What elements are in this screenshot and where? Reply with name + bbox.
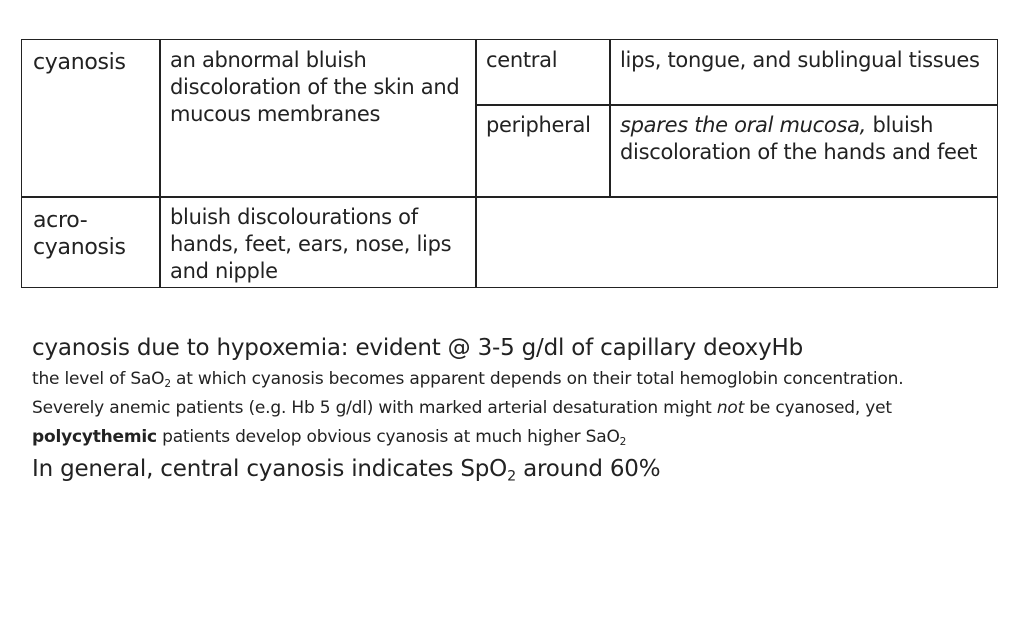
notes-line-2-italic: not: [716, 398, 745, 418]
notes-summary-post: around 60%: [515, 456, 661, 482]
description-peripheral-rest: bluish discoloration of the hands and feet: [620, 113, 978, 164]
notes-line-3-sub: 2: [619, 436, 627, 449]
term-cyanosis: cyanosis: [33, 50, 126, 75]
type-central: central: [486, 48, 558, 72]
notes-line-2: [32, 398, 892, 418]
notes-line-2-pre: Severely anemic patients (e.g. Hb 5 g/dl) with marked arterial desaturation might: [32, 398, 717, 418]
cyanosis-table: [21, 39, 998, 288]
table-divider: [609, 40, 611, 196]
term-acrocyanosis: [33, 207, 126, 261]
description-peripheral: [620, 112, 992, 166]
notes-line-3: [32, 427, 626, 447]
notes-line-1-pre: the level of SaO: [32, 369, 165, 389]
notes-line-1-sub: 2: [164, 378, 171, 391]
notes-line-3-pre: patients develop obvious cyanosis at much higher SaO: [156, 427, 620, 447]
notes-line-1: [32, 369, 903, 389]
table-divider: [22, 196, 997, 198]
notes-summary-sub: 2: [507, 468, 516, 485]
notes-heading: cyanosis due to hypoxemia: evident @ 3-5 g/dl of capillary deoxyHb: [32, 335, 804, 361]
notes-line-3-bold: polycythemic: [32, 427, 157, 447]
description-peripheral-italic: spares the oral mucosa,: [620, 113, 867, 137]
description-central: lips, tongue, and sublingual tissues: [620, 48, 980, 72]
notes-line-2-post: be cyanosed, yet: [744, 398, 892, 418]
table-divider: [475, 40, 477, 287]
table-divider: [475, 104, 997, 106]
definition-acrocyanosis: bluish discolourations of hands, feet, ears, nose, lips and nipple: [170, 205, 452, 283]
notes-summary-pre: In general, central cyanosis indicates SpO: [32, 456, 508, 482]
definition-cyanosis: an abnormal bluish discoloration of the skin and mucous membranes: [170, 48, 460, 126]
notes-summary: [32, 456, 661, 485]
type-peripheral: peripheral: [486, 113, 591, 137]
term-acrocyanosis-line2: cyanosis: [33, 235, 126, 260]
table-divider: [159, 40, 161, 287]
term-acrocyanosis-line1: acro-: [33, 208, 88, 233]
notes-line-1-post: at which cyanosis becomes apparent depends on their total hemoglobin concentration.: [170, 369, 904, 389]
